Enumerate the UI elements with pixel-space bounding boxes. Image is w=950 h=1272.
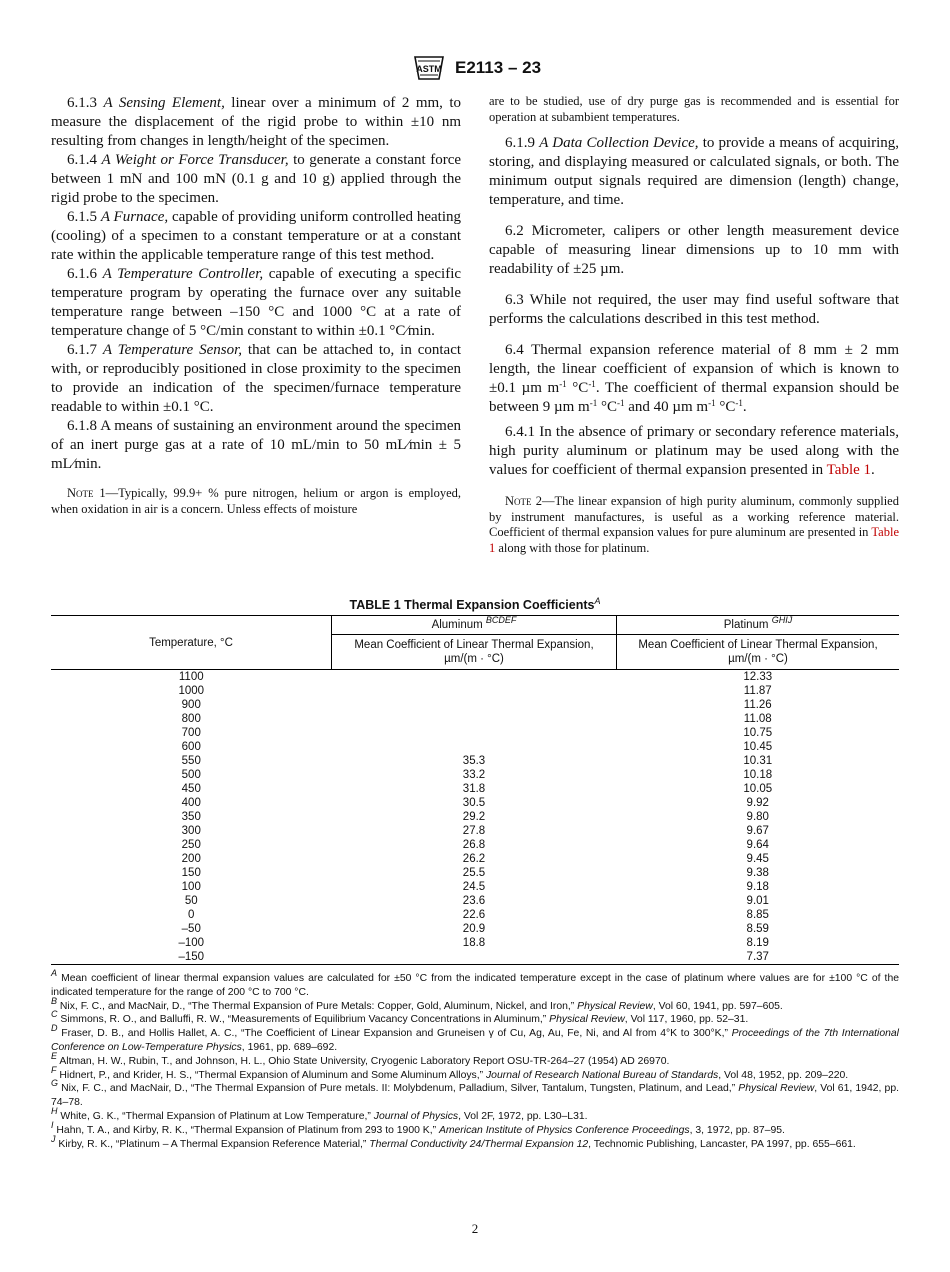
footnote-mark: B: [51, 995, 58, 1006]
cell-aluminum: [332, 698, 617, 712]
table-row: [51, 936, 899, 950]
cell-aluminum: [332, 712, 617, 726]
cell-temperature: 500: [181, 769, 201, 781]
para-6-1-5: 6.1.5 A Furnace, capable of providing uniform controlled heating (cooling) of a specimen to a constant temperature or at a constant rate within the applicable temperature range of this test method.: [51, 209, 461, 263]
cell-temperature: 350: [181, 811, 201, 823]
para-6-2: 6.2 Micrometer, calipers or other length measurement device capable of measuring linear dimensions up to 10 mm with readability of ±25 µm.: [489, 223, 899, 277]
cell-platinum: 11.26: [743, 699, 772, 711]
footnote: [51, 1105, 899, 1124]
cell-temperature: 700: [181, 727, 201, 739]
table-row: [51, 894, 899, 908]
table-row: [51, 824, 899, 838]
cell-aluminum: 31.8: [462, 783, 486, 795]
cell-platinum: 11.08: [743, 713, 772, 725]
footnote-text: Physical Review: [577, 1000, 653, 1012]
footnote-mark: G: [51, 1078, 59, 1089]
para-6-1-8: 6.1.8 A means of sustaining an environment around the specimen of an inert purge gas at a rate of 10 mL/min to 50 mL⁄min ± 5 mL⁄min.: [51, 418, 461, 472]
para-6-1-6: 6.1.6 A Temperature Controller, capable of executing a specific temperature program by operating the furnace over any suitable temperature range between –150 °C and 1000 °C at a rate of temperature change of 5 °C/min constant to within ±0.1 °C⁄min.: [51, 266, 462, 339]
footnote-text: , Vol 2F, 1972, pp. L30–L31.: [458, 1110, 588, 1122]
cell-temperature: 1100: [178, 671, 204, 683]
footnote-text: Physical Review: [738, 1083, 815, 1095]
right-column: [489, 94, 899, 556]
cell-temperature: 0: [188, 909, 195, 921]
note-2: Note 2—The linear expansion of high purity aluminum, commonly supplied by instrument manufactures, is useful as a working reference material. Coefficient of thermal expansion values for pure aluminum are presented in Table 1 along with those for platinum.: [489, 494, 899, 555]
cell-platinum: 10.18: [743, 769, 773, 781]
cell-platinum: 9.01: [746, 895, 769, 907]
document-id: E2113 – 23: [455, 58, 542, 77]
cell-platinum: 10.05: [743, 783, 773, 795]
footnote: [51, 1064, 899, 1083]
footnote: [51, 1050, 899, 1069]
cell-aluminum: 20.9: [462, 923, 486, 935]
table-row: [51, 712, 899, 726]
cell-temperature: 250: [181, 839, 201, 851]
cell-aluminum: 24.5: [462, 881, 486, 893]
cell-platinum: 9.64: [746, 839, 769, 851]
cell-aluminum: [332, 670, 617, 685]
thermal-expansion-table: [51, 615, 899, 965]
footnote-text: , Vol 117, 1960, pp. 52–31.: [624, 1014, 749, 1026]
para-6-1-3: 6.1.3 A Sensing Element, linear over a minimum of 2 mm, to measure the displacement of the rigid probe to within ±10 nm resulting from changes in length/height of the specimen.: [51, 95, 462, 149]
table-row: [51, 950, 899, 965]
footnote-text: Hidnert, P., and Krider, H. S., “Thermal Expansion of Aluminum and Some Aluminum Alloys,”: [59, 1069, 486, 1081]
footnote-text: Kirby, R. K., “Platinum – A Thermal Expansion Reference Material,”: [58, 1138, 370, 1150]
footnote: [51, 1023, 899, 1055]
table-row: [51, 698, 899, 712]
cell-temperature: 600: [181, 741, 201, 753]
cell-platinum: 12.33: [743, 671, 773, 683]
table-1: [51, 598, 899, 965]
cell-aluminum: 26.2: [462, 853, 486, 865]
cell-temperature: 100: [181, 881, 201, 893]
footnote-text: Nix, F. C., and MacNair, D., “The Thermal Expansion of Pure Metals: Copper, Gold, Aluminum, Nickel, and Iron,”: [59, 1000, 578, 1012]
footnote-mark: J: [51, 1133, 56, 1144]
table-row: [51, 866, 899, 880]
footnote-text: , Vol 48, 1952, pp. 209–220.: [718, 1069, 849, 1081]
note-1: Note 1—Typically, 99.9+ % pure nitrogen, helium or argon is employed, when oxidation in air is a concern. Unless effects of moisture: [51, 486, 461, 516]
cell-temperature: 900: [181, 699, 201, 711]
footnote-text: Fraser, D. B., and Hollis Hallet, A. C., “The Coefficient of Linear Expansion and Gruneisen γ of Cu, Ag, Au, Fe, Ni, and Al from 4°K to 300°K,”: [61, 1028, 732, 1040]
footnote-text: Journal of Physics: [373, 1110, 459, 1122]
cell-aluminum: 26.8: [462, 839, 486, 851]
cell-platinum: 9.67: [746, 825, 769, 837]
astm-logo-icon: [409, 53, 449, 83]
table-row: [51, 796, 899, 810]
cell-temperature: 50: [184, 895, 198, 907]
cell-aluminum: 33.2: [462, 769, 486, 781]
footnote-text: Physical Review: [549, 1014, 625, 1026]
footnote-text: American Institute of Physics Conference Proceedings: [438, 1124, 690, 1136]
page-number: 2: [471, 1221, 479, 1236]
cell-temperature: –50: [181, 923, 201, 935]
footnote: [51, 968, 900, 1000]
footnote-mark: H: [51, 1105, 58, 1116]
footnote-text: Nix, F. C., and MacNair, D., “The Thermal Expansion of Pure metals. II: Molybdenum, Palladium, Silver, Tantalum, Tungsten, Platinum, and Lead,”: [61, 1083, 739, 1095]
cell-aluminum: 23.6: [462, 895, 486, 907]
footnote-mark: F: [51, 1064, 57, 1075]
cell-temperature: 150: [181, 867, 201, 879]
cell-aluminum: 27.8: [462, 825, 486, 837]
para-6-1-9: 6.1.9 A Data Collection Device, to provide a means of acquiring, storing, and displaying measured or calculated signals, or both. The minimum output signals required are dimension (length) change, temperature, and time.: [489, 135, 899, 208]
table-row: [51, 922, 899, 936]
table-row: [51, 810, 899, 824]
page-header: [0, 53, 950, 87]
table-row: [51, 726, 899, 740]
cell-platinum: 8.19: [746, 937, 769, 949]
table-1-link[interactable]: Table 1: [826, 462, 872, 478]
table-row: [51, 852, 899, 866]
para-6-1-4: 6.1.4 A Weight or Force Transducer, to generate a constant force between 1 mN and 100 mN (0.1 g and 10 g) applied through the rigid probe to the specimen.: [51, 152, 462, 206]
cell-temperature: 800: [181, 713, 201, 725]
cell-aluminum: 18.8: [462, 937, 486, 949]
cell-aluminum: 35.3: [462, 755, 486, 767]
table-footnotes: [51, 968, 900, 1151]
cell-platinum: 9.38: [746, 867, 769, 879]
footnote-mark: A: [51, 968, 58, 978]
cell-temperature: 1000: [178, 685, 205, 697]
cell-platinum: 11.87: [743, 685, 772, 697]
footnote-mark: I: [51, 1119, 54, 1130]
table-row: [51, 684, 899, 698]
table-row: [51, 754, 899, 768]
footnote-text: , 1961, pp. 689–692.: [241, 1041, 338, 1053]
para-6-4: 6.4 Thermal expansion reference material of 8 mm ± 2 mm length, the linear coefficient of expansion of which is known to ±0.1 µm $m^{-1}$ $^\circ C^{-1}$. The coefficient of thermal expansion should be between 9 µm $m^{-1}$ $^\circ C^{-1}$ and 40 µm $m^{-1}$ $^\circ C^{-1}$.: [489, 342, 899, 415]
cell-platinum: 10.31: [743, 755, 773, 767]
footnote: [51, 1119, 899, 1138]
cell-aluminum: [332, 726, 617, 740]
subheader-aluminum: Mean Coefficient of Linear Thermal Expansion, µm/(m · °C): [332, 635, 617, 670]
footnote-text: White, G. K., “Thermal Expansion of Platinum at Low Temperature,”: [60, 1110, 374, 1122]
table-row: [51, 740, 899, 754]
cell-temperature: 550: [181, 755, 201, 767]
cell-platinum: 9.45: [746, 853, 769, 865]
footnote-text: Altman, H. W., Rubin, T., and Johnson, H. L., Ohio State University, Cryogenic Laboratory Report OSU-TR-264–27 (1954) AD 26970.: [59, 1055, 670, 1067]
footnote-text: Simmons, R. O., and Balluffi, R. W., “Measurements of Equilibrium Vacancy Concentrations in Aluminum,”: [60, 1014, 550, 1026]
cell-platinum: 9.80: [746, 811, 769, 823]
table-body: [51, 670, 899, 965]
footnote-text: Mean coefficient of linear thermal expansion values are calculated for ±50 °C from the indicated temperature except in the case of platinum where values are for ±100 °C of the indicated temperature for the range of 200 °C to 700 °C.: [51, 973, 900, 998]
header-temperature: Temperature, °C: [51, 616, 332, 670]
cell-temperature: 450: [181, 783, 201, 795]
table-row: [51, 670, 899, 685]
cell-aluminum: [332, 740, 617, 754]
table-1-link[interactable]: Table 1: [489, 525, 899, 555]
footnote-mark: C: [51, 1009, 58, 1020]
para-6-3: 6.3 While not required, the user may find useful software that performs the calculations described in this test method.: [489, 292, 899, 327]
footnote-text: , Vol 60, 1941, pp. 597–605.: [652, 1000, 783, 1012]
cell-temperature: –150: [51, 950, 332, 965]
table-row: [51, 838, 899, 852]
para-6-4-1: 6.4.1 In the absence of primary or secondary reference materials, high purity aluminum or platinum may be used along with the values for coefficient of thermal expansion presented in Table 1.: [489, 424, 899, 478]
cell-aluminum: [332, 684, 617, 698]
footnote-text: Proceedings of the 7th International Conference on Low-Temperature Physics: [51, 1028, 899, 1053]
note-1-continued: are to be studied, use of dry purge gas is recommended and is essential for operation at subambient temperatures.: [489, 94, 899, 124]
cell-aluminum: 25.5: [462, 867, 486, 879]
subheader-platinum: Mean Coefficient of Linear Thermal Expansion, µm/(m · °C): [617, 635, 900, 670]
cell-temperature: 200: [181, 853, 201, 865]
cell-platinum: 10.75: [743, 727, 773, 739]
cell-platinum: 10.45: [743, 741, 773, 753]
footnote-text: , 3, 1972, pp. 87–95.: [689, 1124, 785, 1136]
footnote: [51, 1078, 899, 1110]
cell-platinum: 8.59: [746, 923, 769, 935]
left-column: [51, 94, 461, 517]
footnote-text: Thermal Conductivity 24/Thermal Expansion 12: [369, 1138, 589, 1150]
para-6-1-7: 6.1.7 A Temperature Sensor, that can be attached to, in contact with, or reproducibly positioned in close proximity to the specimen to provide an indication of the specimen/furnace temperature readable to within ±0.1 °C.: [51, 342, 462, 415]
footnote-text: , Vol 61, 1942, pp. 74–78.: [51, 1083, 899, 1109]
footnote-mark: E: [51, 1050, 58, 1061]
header-aluminum: Aluminum $^{BCDEF}$: [332, 616, 617, 635]
cell-platinum: 7.37: [617, 950, 900, 965]
table-title: TABLE 1 Thermal Expansion Coefficients$^A$: [349, 596, 601, 612]
footnote-text: , Technomic Publishing, Lancaster, PA 1997, pp. 655–661.: [588, 1138, 856, 1150]
cell-platinum: 9.18: [746, 881, 769, 893]
cell-aluminum: 30.5: [462, 797, 486, 809]
cell-temperature: –100: [178, 937, 205, 949]
cell-temperature: 400: [181, 797, 201, 809]
table-row: [51, 768, 899, 782]
cell-aluminum: 22.6: [462, 909, 486, 921]
footnote-mark: D: [51, 1023, 58, 1034]
table-row: [51, 908, 899, 922]
cell-temperature: 300: [181, 825, 201, 837]
footnote: [51, 1133, 899, 1152]
footnote: [51, 995, 899, 1014]
table-row: [51, 782, 899, 796]
cell-aluminum: 29.2: [462, 811, 486, 823]
header-platinum: Platinum $^{GHIJ}$: [617, 616, 900, 635]
cell-platinum: 8.85: [746, 909, 769, 921]
table-row: [51, 880, 899, 894]
footnote: [51, 1009, 899, 1027]
footnote-text: Journal of Research National Bureau of Standards: [485, 1069, 719, 1081]
cell-aluminum: [332, 950, 617, 965]
svg-text:ASTM: ASTM: [416, 64, 442, 74]
cell-platinum: 9.92: [746, 797, 769, 809]
footnote-text: Hahn, T. A., and Kirby, R. K., “Thermal Expansion of Platinum from 293 to 1900 K,”: [56, 1124, 439, 1136]
